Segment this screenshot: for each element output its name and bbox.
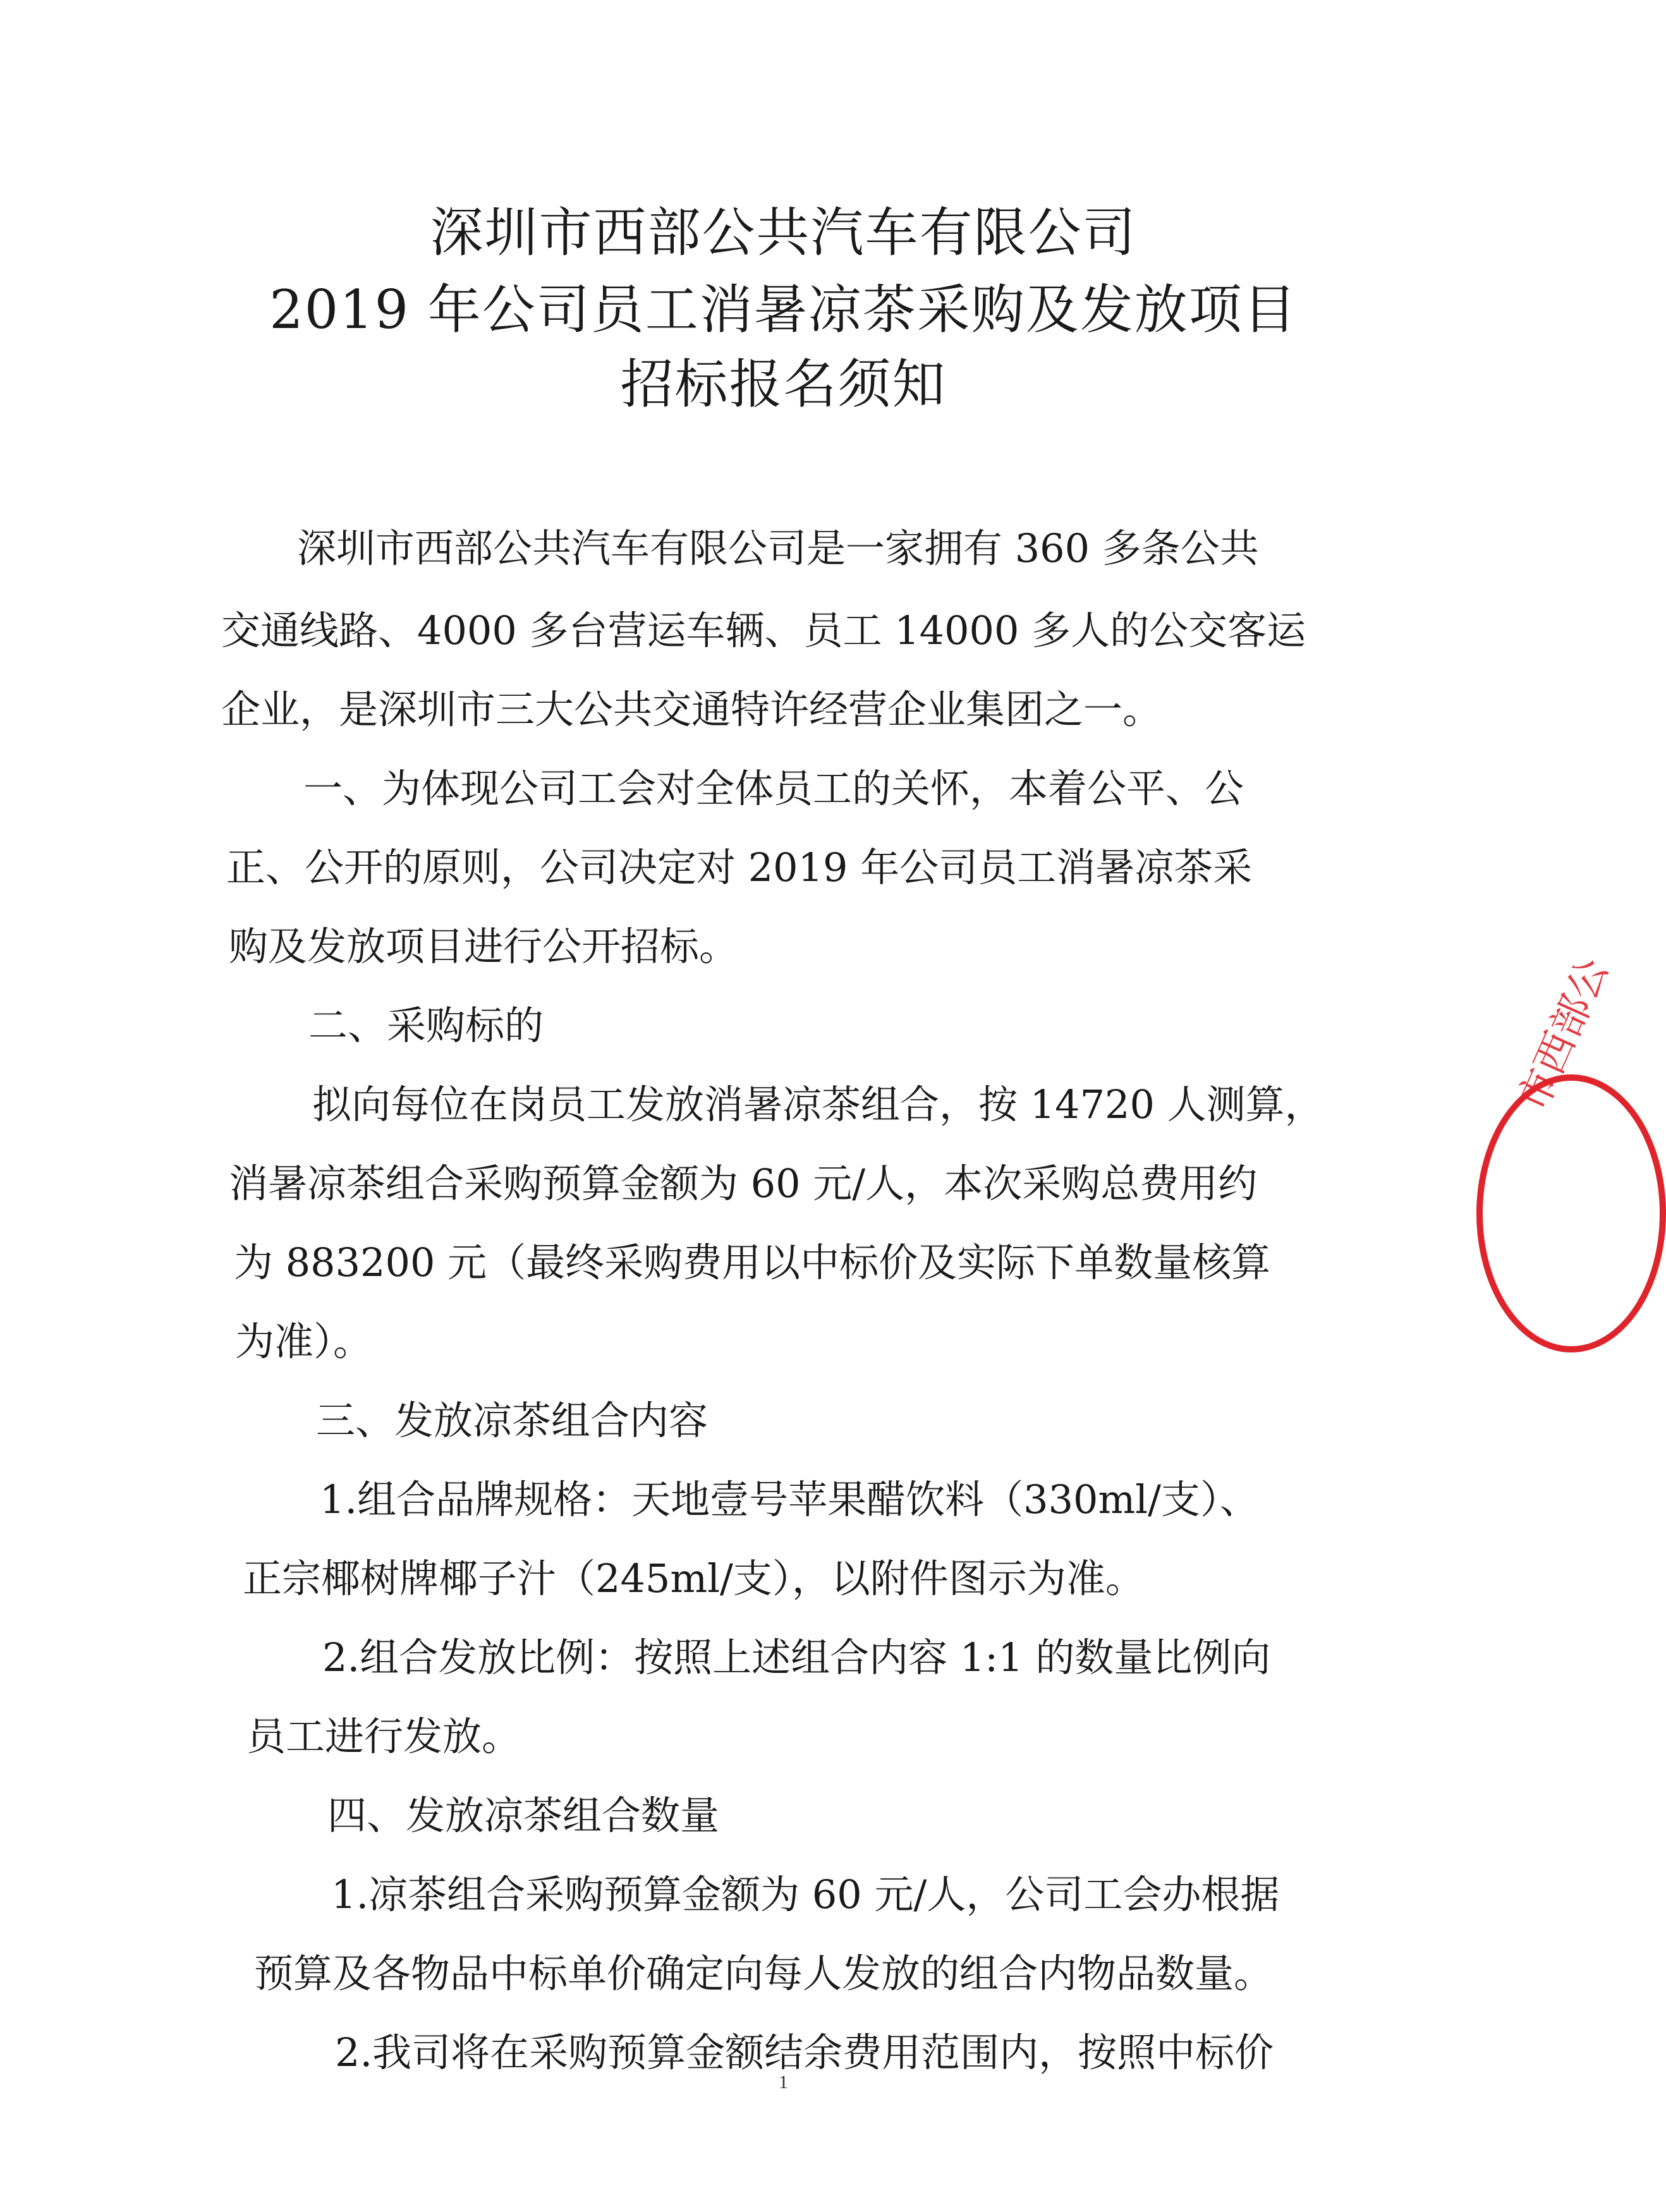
paragraph-line: 一、为体现公司工会对全体员工的关怀，本着公平、公 [303, 765, 1244, 811]
paragraph-line: 拟向每位在岗员工发放消暑凉茶组合，按 14720 人测算， [312, 1081, 1324, 1127]
paragraph-line: 1.凉茶组合采购预算金额为 60 元/人，公司工会办根据 [331, 1871, 1280, 1917]
section-heading: 二、采购标的 [308, 1002, 544, 1048]
paragraph-line: 预算及各物品中标单价确定向每人发放的组合内物品数量。 [254, 1950, 1274, 1996]
paragraph-line: 企业，是深圳市三大公共交通特许经营企业集团之一。 [221, 686, 1162, 732]
paragraph-line: 正宗椰树牌椰子汁（245ml/支），以附件图示为准。 [243, 1555, 1145, 1601]
paragraph-line: 交通线路、4000 多台营运车辆、员工 14000 多人的公交客运 [221, 607, 1306, 653]
paragraph-line: 2.组合发放比例：按照上述组合内容 1:1 的数量比例向 [322, 1634, 1271, 1680]
paragraph-line: 员工进行发放。 [246, 1713, 521, 1759]
paragraph-line: 为准）。 [235, 1318, 373, 1364]
title-company: 深圳市西部公共汽车有限公司 [430, 202, 1137, 264]
paragraph-line: 1.组合品牌规格：天地壹号苹果醋饮料（330ml/支）、 [320, 1476, 1260, 1522]
paragraph-line: 深圳市西部公共汽车有限公司是一家拥有 360 多条公共 [297, 525, 1259, 571]
page-number: 1 [779, 2072, 788, 2093]
paragraph-line: 正、公开的原则，公司决定对 2019 年公司员工消暑凉茶采 [226, 844, 1253, 890]
paragraph-line: 2.我司将在采购预算金额结余费用范围内，按照中标价 [335, 2029, 1274, 2075]
section-heading: 三、发放凉茶组合内容 [316, 1397, 708, 1443]
paragraph-line: 为 883200 元（最终采购费用以中标价及实际下单数量核算 [234, 1239, 1271, 1285]
paragraph-line: 购及发放项目进行公开招标。 [229, 923, 739, 969]
section-heading: 四、发放凉茶组合数量 [327, 1792, 720, 1838]
title-notice: 招标报名须知 [620, 353, 947, 415]
title-project: 2019 年公司员工消暑凉茶采购及发放项目 [269, 279, 1298, 341]
company-seal [1476, 1074, 1666, 1352]
seal-text: 市西部公 [1509, 951, 1618, 1119]
paragraph-line: 消暑凉茶组合采购预算金额为 60 元/人，本次采购总费用约 [229, 1160, 1258, 1206]
